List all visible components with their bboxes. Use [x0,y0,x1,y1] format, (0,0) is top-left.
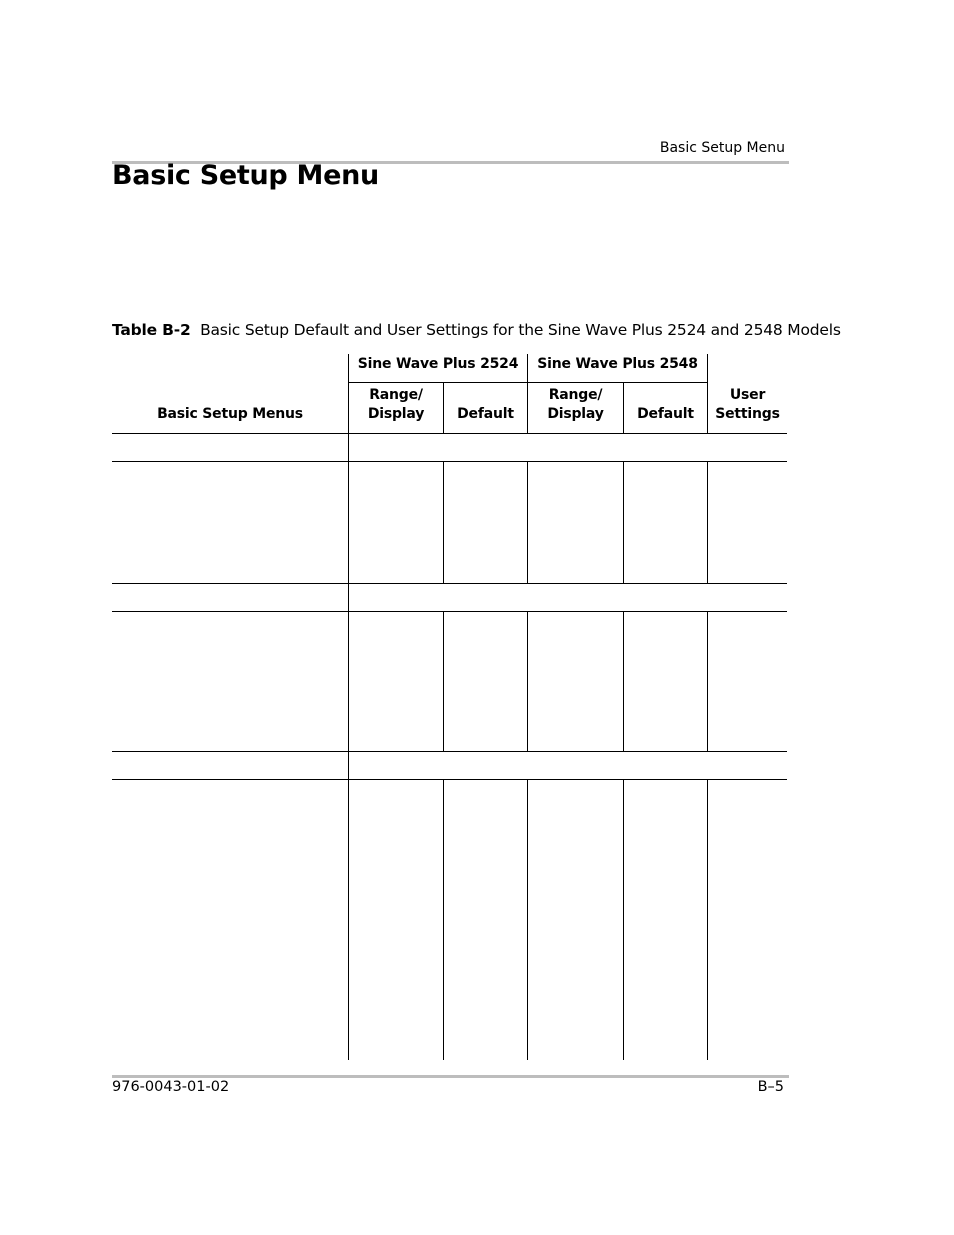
header-range-display-2548 [528,386,623,424]
table-row-rule [112,433,787,434]
header-default-2524: Default [457,406,514,422]
footer-rule [112,1075,789,1078]
table-column-rule [623,461,624,583]
table-column-rule [707,461,708,583]
header-basic-setup-menus: Basic Setup Menus [157,406,303,422]
table-column-rule [443,383,444,434]
header-default-2548: Default [637,406,694,422]
header-group-2524: Sine Wave Plus 2524 [357,356,519,372]
table-column-rule [527,779,528,1060]
table-row-rule [112,583,787,584]
header-range-display-2524 [349,386,443,424]
table-column-rule [443,779,444,1060]
table-column-rule [527,354,528,434]
table-column-rule [527,611,528,751]
table-column-rule [443,461,444,583]
header-range-line2: Display [547,406,604,422]
document-number: 976-0043-01-02 [112,1079,230,1095]
table-column-rule [443,611,444,751]
header-range-line1: Range/ [369,387,423,403]
table-caption [112,321,841,339]
table-column-rule [623,611,624,751]
header-user-settings [708,386,787,424]
table-column-rule [707,354,708,434]
table-column-rule [623,383,624,434]
table-column-rule [707,611,708,751]
header-user-line2: Settings [715,406,780,422]
running-header: Basic Setup Menu [659,140,785,156]
header-range-line2: Display [367,406,425,422]
header-user-line1: User [729,387,766,403]
table-caption-text: Basic Setup Default and User Settings for the Sine Wave Plus 2524 and 2548 Models [200,321,841,339]
table-row-rule [112,779,787,780]
page-title: Basic Setup Menu [112,160,379,191]
table-row-rule [112,751,787,752]
table-caption-label: Table B-2 [112,321,191,339]
header-range-line1: Range/ [548,387,603,403]
table-column-rule [707,779,708,1060]
header-group-rule-2524 [349,382,527,383]
table-column-rule [348,354,349,1060]
table-row-rule [112,461,787,462]
table-column-rule [527,461,528,583]
header-group-2548: Sine Wave Plus 2548 [537,356,698,372]
table-row-rule [112,611,787,612]
page-number: B–5 [757,1079,784,1095]
table-column-rule [623,779,624,1060]
header-group-rule-2548 [528,382,707,383]
